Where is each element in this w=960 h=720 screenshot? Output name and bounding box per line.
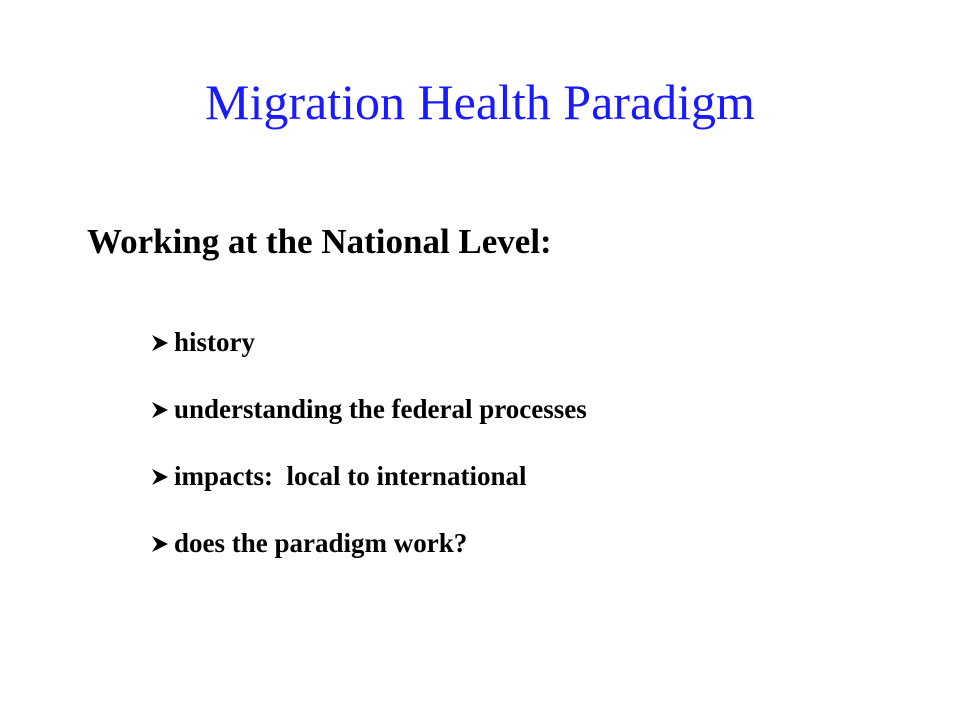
slide-subtitle: Working at the National Level: (87, 222, 552, 261)
list-item (150, 454, 587, 499)
bullet-text: understanding the federal processes (174, 394, 587, 424)
slide-title: Migration Health Paradigm (205, 74, 755, 130)
list-item (150, 387, 587, 432)
bullet-list (150, 320, 587, 566)
arrow-bullet-icon (150, 472, 172, 616)
bullet-text: does the paradigm work? (174, 528, 468, 558)
list-item (150, 320, 587, 365)
list-item (150, 521, 587, 566)
bullet-text: impacts: local to international (174, 461, 527, 491)
bullet-text: history (174, 327, 255, 357)
